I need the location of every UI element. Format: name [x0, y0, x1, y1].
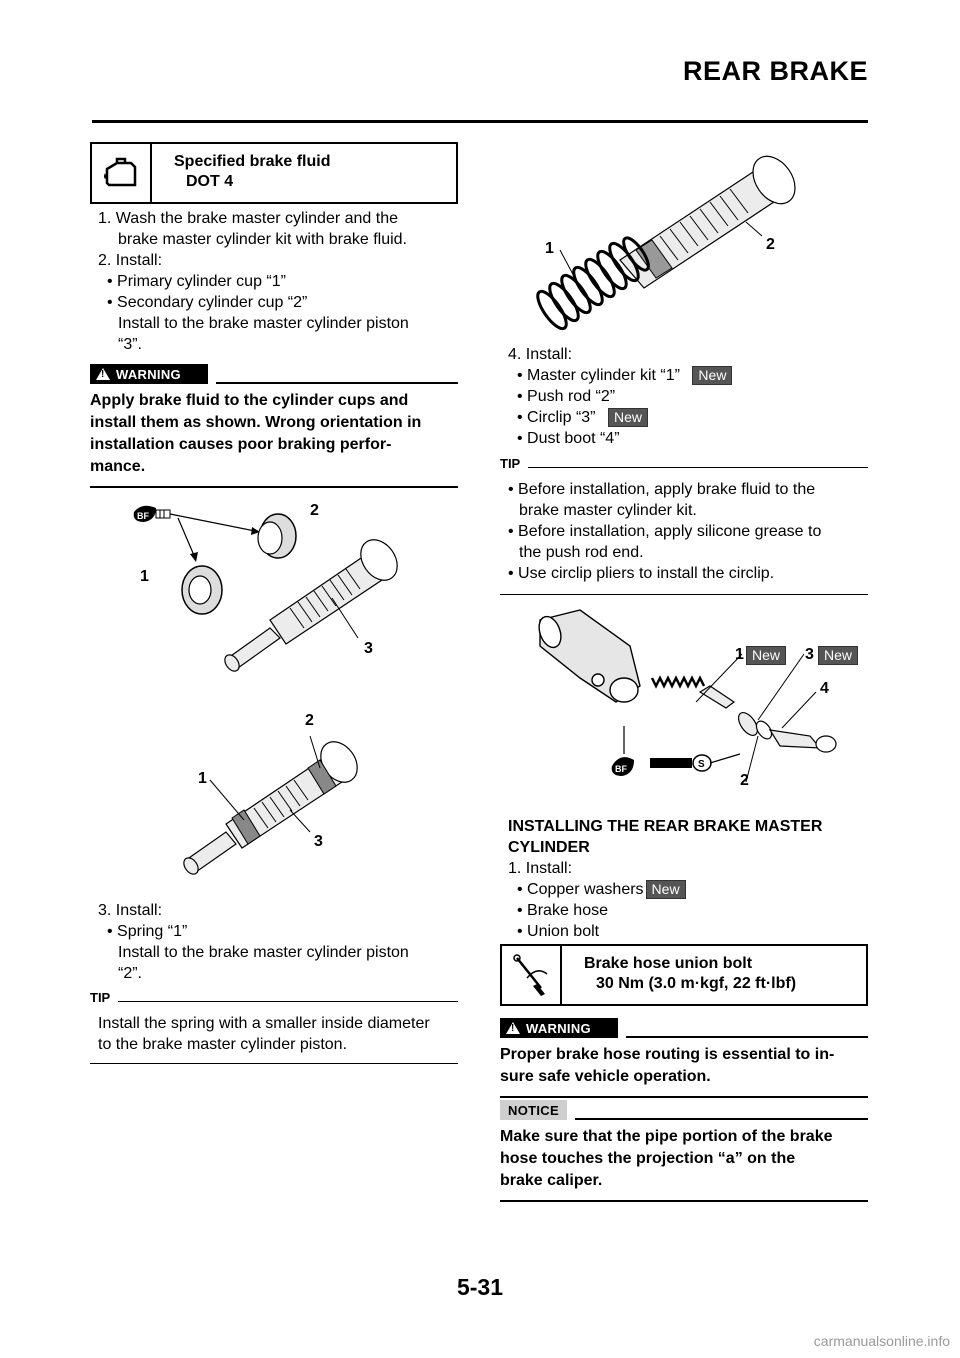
- tip-label: TIP: [90, 990, 111, 1005]
- page-number: 5-31: [456, 1274, 504, 1300]
- warning-line-2: install them as shown. Wrong orientation in: [90, 414, 422, 431]
- fig3-callout-2: 2: [766, 236, 775, 253]
- tip-top-rule: [528, 467, 868, 468]
- spec-value: DOT 4: [186, 173, 234, 190]
- tip-label: TIP: [500, 456, 521, 471]
- watermark: carmanualsonline.info: [813, 1333, 950, 1349]
- fig1-callout-2: 2: [310, 502, 319, 519]
- fig4-callout-2: 2: [740, 772, 749, 789]
- tip-line-1: • Before installation, apply brake fluid to the: [508, 481, 816, 498]
- section-title-line-2: CYLINDER: [508, 839, 590, 856]
- tip-line-5: • Use circlip pliers to install the circlip.: [508, 565, 775, 582]
- silicone-grease-symbol-icon: [650, 754, 740, 771]
- torque-wrench-icon: [502, 946, 562, 1004]
- fig3-callout-1: 1: [545, 240, 554, 257]
- torque-label: Brake hose union bolt: [584, 955, 753, 972]
- fig1-callout-1: 1: [140, 568, 149, 585]
- s-symbol-text: S: [698, 759, 705, 770]
- tip-bottom-rule: [500, 594, 868, 595]
- step-1-line-2: brake master cylinder kit with brake fluid.: [118, 231, 407, 248]
- tip-top-rule: [118, 1001, 458, 1002]
- step-3-bullet-1: • Spring “1”: [107, 923, 188, 940]
- fig2-callout-2: 2: [305, 712, 314, 729]
- notice-block: [500, 1100, 868, 1202]
- step-3-note-2: “2”.: [118, 965, 142, 982]
- figure-piston-installed: [170, 720, 390, 890]
- warning-label: WARNING: [116, 366, 181, 382]
- warning-bottom-rule: [90, 486, 458, 488]
- fig2-callout-1: 1: [198, 770, 207, 787]
- notice-bottom-rule: [500, 1200, 868, 1202]
- tip-line-1: Install the spring with a smaller inside diameter: [98, 1015, 430, 1032]
- fig4-callout-3: 3: [805, 646, 814, 663]
- warning-top-rule: [216, 382, 458, 384]
- step-2-bullet-1: • Primary cylinder cup “1”: [107, 273, 286, 290]
- tip-block-right: [500, 456, 868, 595]
- step-2-note-1: Install to the brake master cylinder piston: [118, 315, 409, 332]
- brake-fluid-symbol-icon: [134, 506, 170, 522]
- tip-block-left: [90, 990, 458, 1064]
- new-badge: New: [692, 366, 732, 385]
- new-badge: New: [646, 880, 686, 899]
- figure-spring-piston: [530, 150, 820, 340]
- warning-triangle-icon: [506, 1022, 520, 1034]
- brake-fluid-symbol-icon: [612, 726, 634, 776]
- notice-line-3: brake caliper.: [500, 1172, 603, 1189]
- step-2-title: 2. Install:: [98, 252, 163, 269]
- section-installing-master-cylinder: [508, 816, 822, 942]
- tip-line-2: brake master cylinder kit.: [519, 502, 697, 519]
- bf-symbol-text: BF: [615, 764, 627, 774]
- svg-text:BF: BF: [137, 511, 149, 521]
- step-2-note-2: “3”.: [118, 336, 142, 353]
- section-step-1-title: 1. Install:: [508, 860, 573, 877]
- warning-block-left: [90, 364, 458, 488]
- step-3-text: [98, 900, 409, 984]
- step-4-bullet-3: • Circlip “3”: [517, 409, 596, 426]
- warning-bottom-rule: [500, 1096, 868, 1098]
- warning-line-1: Proper brake hose routing is essential to in-: [500, 1046, 835, 1063]
- step-4-bullet-2: • Push rod “2”: [517, 388, 616, 405]
- step-4-title: 4. Install:: [508, 346, 573, 363]
- figure-master-cylinder-assembly: [520, 606, 860, 806]
- step-4-bullet-1: • Master cylinder kit “1”: [517, 367, 680, 384]
- notice-top-rule: [575, 1118, 868, 1120]
- new-badge: New: [818, 646, 858, 665]
- warning-line-1: Apply brake fluid to the cylinder cups and: [90, 392, 409, 409]
- section-bullet-1: • Copper washers: [517, 881, 644, 898]
- header-rule: [92, 120, 868, 123]
- warning-block-right: [500, 1018, 868, 1098]
- tip-line-4: the push rod end.: [519, 544, 644, 561]
- fig4-callout-1: 1: [735, 646, 744, 663]
- warning-line-3: installation causes poor braking perfor-: [90, 436, 392, 453]
- step-4-text: [508, 344, 732, 449]
- warning-label: WARNING: [526, 1020, 591, 1036]
- fig2-callout-3: 3: [314, 833, 323, 850]
- new-badge: New: [608, 408, 648, 427]
- warning-top-rule: [626, 1036, 868, 1038]
- warning-line-2: sure safe vehicle operation.: [500, 1068, 711, 1085]
- step-1-text: [98, 208, 409, 355]
- section-title-line-1: INSTALLING THE REAR BRAKE MASTER: [508, 818, 823, 835]
- spec-box-brake-fluid: [90, 142, 458, 204]
- step-1-line-1: 1. Wash the brake master cylinder and the: [98, 210, 398, 227]
- tip-line-2: to the brake master cylinder piston.: [98, 1036, 348, 1053]
- page-title: REAR BRAKE: [682, 56, 868, 86]
- warning-badge: [500, 1018, 618, 1038]
- torque-box-union-bolt: [500, 944, 868, 1006]
- fig4-callout-4: 4: [820, 680, 829, 697]
- step-3-title: 3. Install:: [98, 902, 163, 919]
- spec-label: Specified brake fluid: [174, 153, 331, 170]
- notice-badge: NOTICE: [500, 1100, 567, 1120]
- fig1-callout-3: 3: [364, 640, 373, 657]
- notice-line-2: hose touches the projection “a” on the: [500, 1150, 796, 1167]
- warning-triangle-icon: [96, 368, 110, 380]
- step-4-bullet-4: • Dust boot “4”: [517, 430, 620, 447]
- new-badge: New: [746, 646, 786, 665]
- step-3-note-1: Install to the brake master cylinder piston: [118, 944, 409, 961]
- warning-badge: [90, 364, 208, 384]
- section-bullet-2: • Brake hose: [517, 902, 608, 919]
- brake-fluid-can-icon: [92, 144, 152, 202]
- section-bullet-3: • Union bolt: [517, 923, 600, 940]
- torque-value: 30 Nm (3.0 m·kgf, 22 ft·lbf): [596, 975, 797, 992]
- step-2-bullet-2: • Secondary cylinder cup “2”: [107, 294, 308, 311]
- warning-line-4: mance.: [90, 458, 146, 475]
- figure-cylinder-cups: [120, 490, 420, 690]
- tip-line-3: • Before installation, apply silicone grease to: [508, 523, 822, 540]
- tip-bottom-rule: [90, 1063, 458, 1064]
- notice-line-1: Make sure that the pipe portion of the brake: [500, 1128, 833, 1145]
